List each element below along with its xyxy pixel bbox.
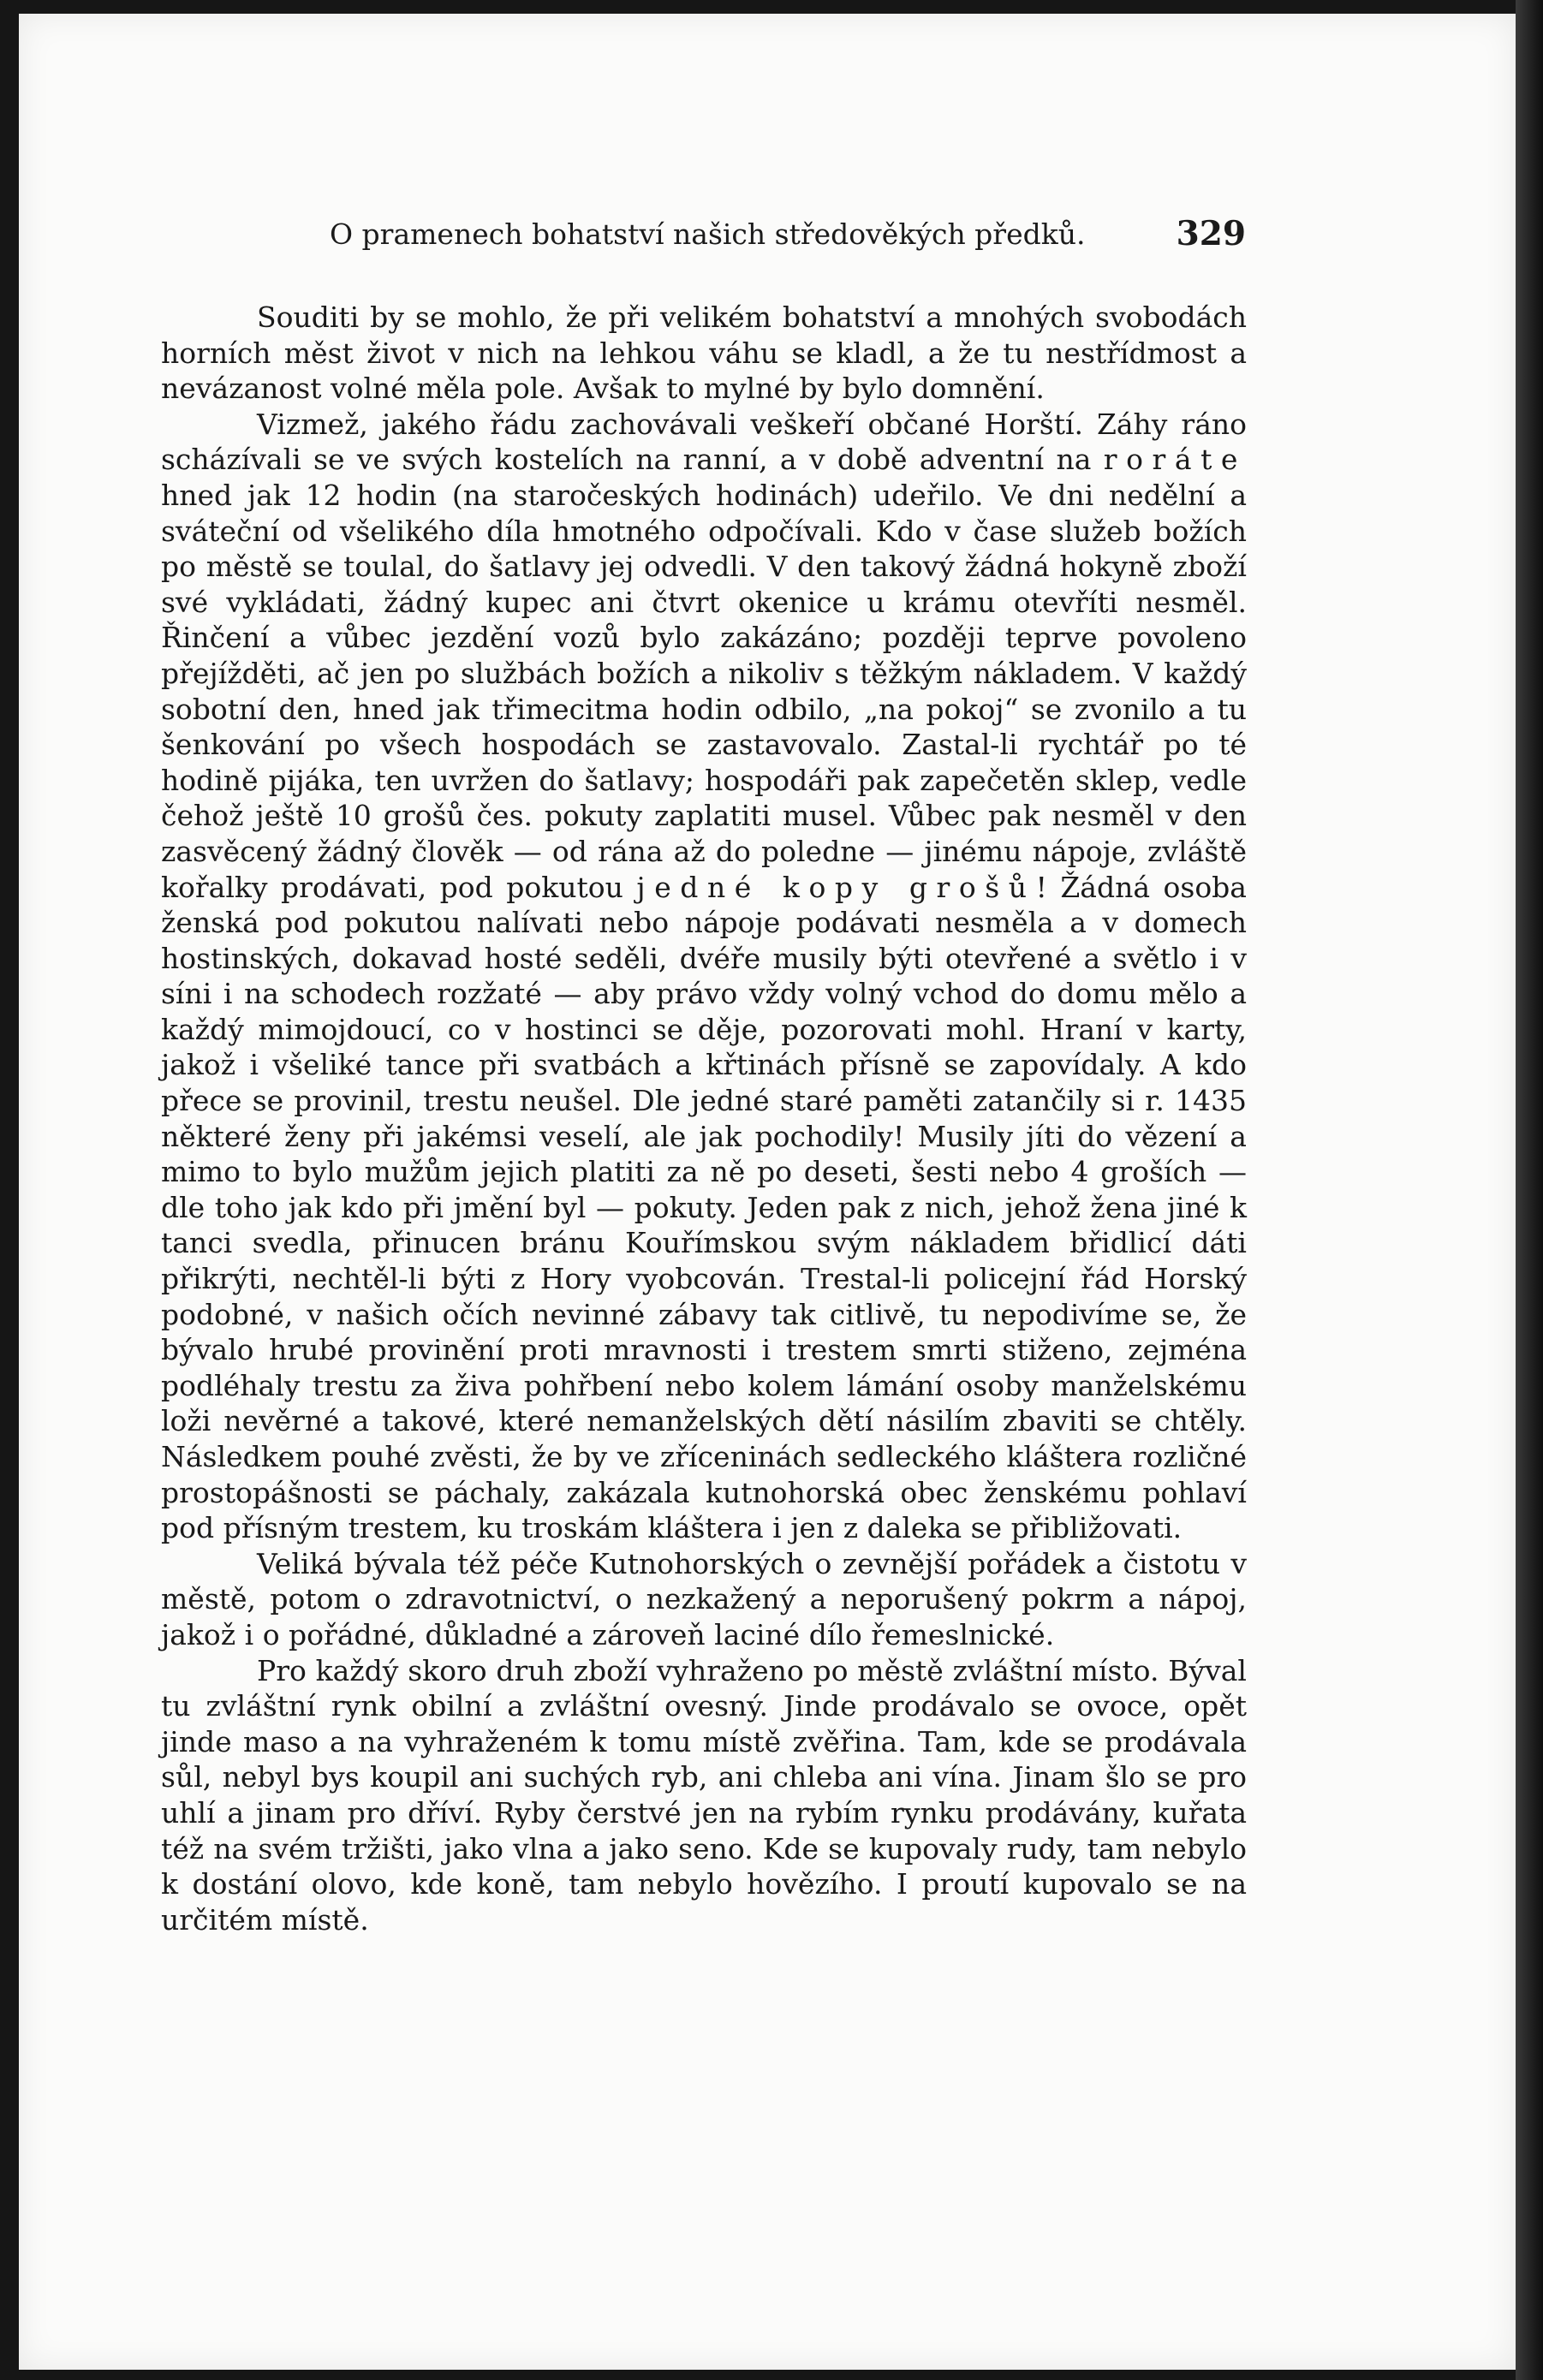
text-run: Souditi by se mohlo, že při velikém bohatství a mnohých svobodách horních měst život v nich na lehkou váhu se kladl, a že tu nestřídmost a nevázanost volné měla pole. Avšak to mylné by bylo domnění. (161, 300, 1247, 406)
text-run: Pro každý skoro druh zboží vyhraženo po městě zvláštní místo. Býval tu zvláštní rynk obilní a zvláštní ovesný. Jinde prodávalo se ovoce, opět jinde maso a na vyhraženém k tomu místě zvěřina. Tam, kde se prodávala sůl, nebyl bys koupil ani suchých ryb, ani chleba ani vína. Jinam šlo se pro uhlí a jinam pro dříví. Ryby čerstvé jen na rybím rynku prodávány, kuřata též na svém tržišti, jako vlna a jako seno. Kde se kupovaly rudy, tam nebylo k dostání olovo, kde koně, tam nebylo hovězího. I proutí kupovalo se na určitém místě. (161, 1653, 1247, 1937)
paragraph (161, 300, 1247, 407)
paragraph (161, 1546, 1247, 1653)
text-run: ! Žádná osoba ženská pod pokutou nalívati nebo nápoje podávati nesměla a v domech hostinských, dokavad hosté seděli, dvéře musily býti otevřené a světlo i v síni i na schodech rozžaté — aby právo vždy volný vchod do domu mělo a každý mimojdoucí, co v hostinci se děje, pozorovati mohl. Hraní v karty, jakož i všeliké tance při svatbách a křtinách přísně se zapovídaly. A kdo přece se provinil, trestu neušel. Dle jedné staré paměti zatančily si r. 1435 některé ženy při jakémsi veselí, ale jak pochodily! Musily jíti do vězení a mimo to bylo mužům jejich platiti za ně po deseti, šesti nebo 4 groších — dle toho jak kdo při jmění byl — pokuty. Jeden pak z nich, jehož žena jiné k tanci svedla, přinucen bránu Kouřímskou svým nákladem břidlicí dáti přikrýti, nechtěl-li býti z Hory vyobcován. Trestal-li policejní řád Horský podobné, v našich očích nevinné zábavy tak citlivě, tu nepodivíme se, že bývalo hrubé provinění proti mravnosti i trestem smrti stiženo, zejména podléhaly trestu za živa pohřbení nebo kolem lámání osoby manželskému loži nevěrné a takové, které nemanželských dětí násilím zbaviti se chtěly. Následkem pouhé zvěsti, že by ve zříceninách sedleckého kláštera rozličné prostopášnosti se páchaly, zakázala kutnohorská obec ženskému pohlaví pod přísným trestem, ku troskám kláštera i jen z daleka se přibližovati. (161, 870, 1247, 1545)
paragraph (161, 1653, 1247, 1938)
running-header (330, 209, 1246, 260)
text-run: Veliká bývala též péče Kutnohorských o zevnější pořádek a čistotu v městě, potom o zdravotnictví, o nezkažený a neporušený pokrm a nápoj, jakož i o pořádné, důkladné a zároveň laciné dílo řemeslnické. (161, 1546, 1247, 1651)
text-run: Vizmež, jakého řádu zachovávali veškeří občané Horští. Záhy ráno scházívali se ve svých kostelích na ranní, a v době adventní na (161, 407, 1247, 477)
page-right-edge-shadow (1516, 0, 1543, 2380)
body-text (161, 300, 1247, 1937)
text-run: hned jak 12 hodin (na staročeských hodinách) udeřilo. Ve dni nedělní a sváteční od všelikého díla hmotného odpočívali. Kdo v čase služeb božích po městě se toulal, do šatlavy jej odvedli. V den takový žádná hokyně zboží své vykládati, žádný kupec ani čtvrt okenice u krámu otevříti nesměl. Řinčení a vůbec jezdění vozů bylo zakázáno; později teprve povoleno přejížděti, ač jen po službách božích a nikoliv s těžkým nákladem. V každý sobotní den, hned jak třimecitma hodin odbilo, „na pokoj“ se zvonilo a tu šenkování po všech hospodách se zastavovalo. Zastal-li rychtář po té hodině pijáka, ten uvržen do šatlavy; hospodáři pak zapečetěn sklep, vedle čehož ještě 10 grošů čes. pokuty zaplatiti musel. Vůbec pak nesměl v den zasvěcený žádný člověk — od rána až do poledne — jinému nápoje, zvláště kořalky prodávati, pod pokutou (161, 478, 1247, 904)
paragraph (161, 407, 1247, 1546)
spaced-emphasis: jedné kopy grošů (636, 870, 1036, 904)
spaced-emphasis: roráte (1103, 443, 1247, 477)
page-number: 329 (1176, 214, 1246, 253)
running-title: O pramenech bohatství našich středověkých předků. (330, 217, 1086, 251)
